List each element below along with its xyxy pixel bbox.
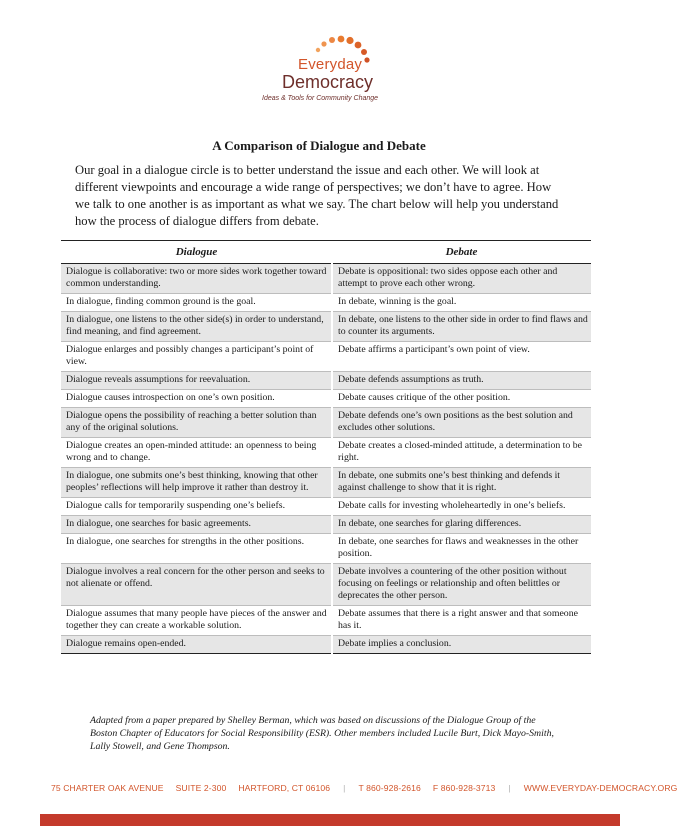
table-row [61, 264, 591, 294]
dialogue-cell: Dialogue opens the possibility of reaching a better solution than any of the original solutions. [61, 408, 332, 438]
dialogue-cell: Dialogue causes introspection on one’s own position. [61, 390, 332, 408]
header-debate: Debate [332, 241, 591, 264]
footer-divider: | [343, 783, 346, 793]
debate-cell: Debate is oppositional: two sides oppose each other and attempt to prove each other wrong. [332, 264, 591, 294]
dialogue-cell: Dialogue calls for temporarily suspending one’s beliefs. [61, 498, 332, 516]
table-row [61, 564, 591, 606]
debate-cell: Debate defends one’s own positions as the best solution and excludes other solutions. [332, 408, 591, 438]
logo-word-democracy: Democracy [282, 72, 374, 92]
table-row [61, 390, 591, 408]
dialogue-cell: Dialogue creates an open-minded attitude: an openness to being wrong and to change. [61, 438, 332, 468]
debate-cell: Debate causes critique of the other position. [332, 390, 591, 408]
debate-cell: Debate affirms a participant’s own point of view. [332, 342, 591, 372]
footer-website[interactable]: WWW.EVERYDAY-DEMOCRACY.ORG [523, 783, 677, 793]
debate-cell: Debate assumes that there is a right answer and that someone has it. [332, 606, 591, 636]
attribution-note: Adapted from a paper prepared by Shelley Berman, which was based on discussions of the Dialogue Group of the Boston Chapter of Educators for Social Responsibility (ESR). Other members included Lucile Burt, Dick Mayo-Smith, Lally Stowell, and Gene Thompson. [90, 715, 554, 752]
table-row [61, 468, 591, 498]
table-header-row [61, 241, 591, 264]
debate-cell: Debate involves a countering of the other position without focusing on feelings or relationship and often belittles or deprecates the other person. [332, 564, 591, 606]
dialogue-cell: Dialogue remains open-ended. [61, 636, 332, 654]
footer-address-bar [51, 782, 677, 794]
debate-cell: Debate calls for investing wholeheartedly in one’s beliefs. [332, 498, 591, 516]
everyday-democracy-logo [258, 36, 408, 116]
logo-word-everyday: Everyday [298, 56, 363, 73]
dialogue-cell: Dialogue is collaborative: two or more sides work together toward common understanding. [61, 264, 332, 294]
debate-cell: Debate defends assumptions as truth. [332, 372, 591, 390]
dialogue-cell: In dialogue, one submits one’s best thinking, knowing that other peoples’ reflections will help improve it rather than destroy it. [61, 468, 332, 498]
debate-cell: In debate, winning is the goal. [332, 294, 591, 312]
dialogue-cell: Dialogue reveals assumptions for reevaluation. [61, 372, 332, 390]
dialogue-cell: In dialogue, one listens to the other side(s) in order to understand, find meaning, and find agreement. [61, 312, 332, 342]
table-row [61, 438, 591, 468]
footer-street: 75 CHARTER OAK AVENUE [51, 783, 164, 793]
table-row [61, 342, 591, 372]
logo-tagline: Ideas & Tools for Community Change [262, 95, 379, 102]
dialogue-cell: In dialogue, one searches for basic agreements. [61, 516, 332, 534]
debate-cell: In debate, one searches for flaws and weaknesses in the other position. [332, 534, 591, 564]
footer-city: HARTFORD, CT 06106 [238, 783, 331, 793]
table-row [61, 534, 591, 564]
footer-phone: T 860-928-2616 [358, 783, 421, 793]
intro-paragraph: Our goal in a dialogue circle is to better understand the issue and each other. We will look at different viewpoints and encourage a wide range of perspectives; we don’t have to agree. How we talk to one another is as important as what we say. The chart below will help you understand how the process of dialogue differs from debate. [75, 163, 559, 228]
dialogue-cell: In dialogue, finding common ground is the goal. [61, 294, 332, 312]
table-row [61, 498, 591, 516]
dialogue-cell: In dialogue, one searches for strengths in the other positions. [61, 534, 332, 564]
dialogue-cell: Dialogue assumes that many people have pieces of the answer and together they can create a workable solution. [61, 606, 332, 636]
footer-fax: F 860-928-3713 [432, 783, 496, 793]
table-row [61, 408, 591, 438]
debate-cell: Debate implies a conclusion. [332, 636, 591, 654]
footer-divider: | [508, 783, 511, 793]
table-row [61, 636, 591, 654]
page-title: A Comparison of Dialogue and Debate [212, 138, 426, 153]
table-row [61, 372, 591, 390]
dialogue-cell: Dialogue enlarges and possibly changes a participant’s point of view. [61, 342, 332, 372]
dialogue-cell: Dialogue involves a real concern for the other person and seeks to not alienate or offend. [61, 564, 332, 606]
comparison-table [61, 240, 591, 654]
footer-suite: SUITE 2-300 [175, 783, 227, 793]
debate-cell: In debate, one submits one’s best thinking and defends it against challenge to show that it is right. [332, 468, 591, 498]
table-row [61, 516, 591, 534]
header-dialogue: Dialogue [61, 241, 332, 264]
debate-cell: In debate, one searches for glaring differences. [332, 516, 591, 534]
table-row [61, 606, 591, 636]
footer-color-bar [40, 814, 620, 826]
table-row [61, 312, 591, 342]
debate-cell: In debate, one listens to the other side in order to find flaws and to counter its arguments. [332, 312, 591, 342]
debate-cell: Debate creates a closed-minded attitude, a determination to be right. [332, 438, 591, 468]
table-row [61, 294, 591, 312]
